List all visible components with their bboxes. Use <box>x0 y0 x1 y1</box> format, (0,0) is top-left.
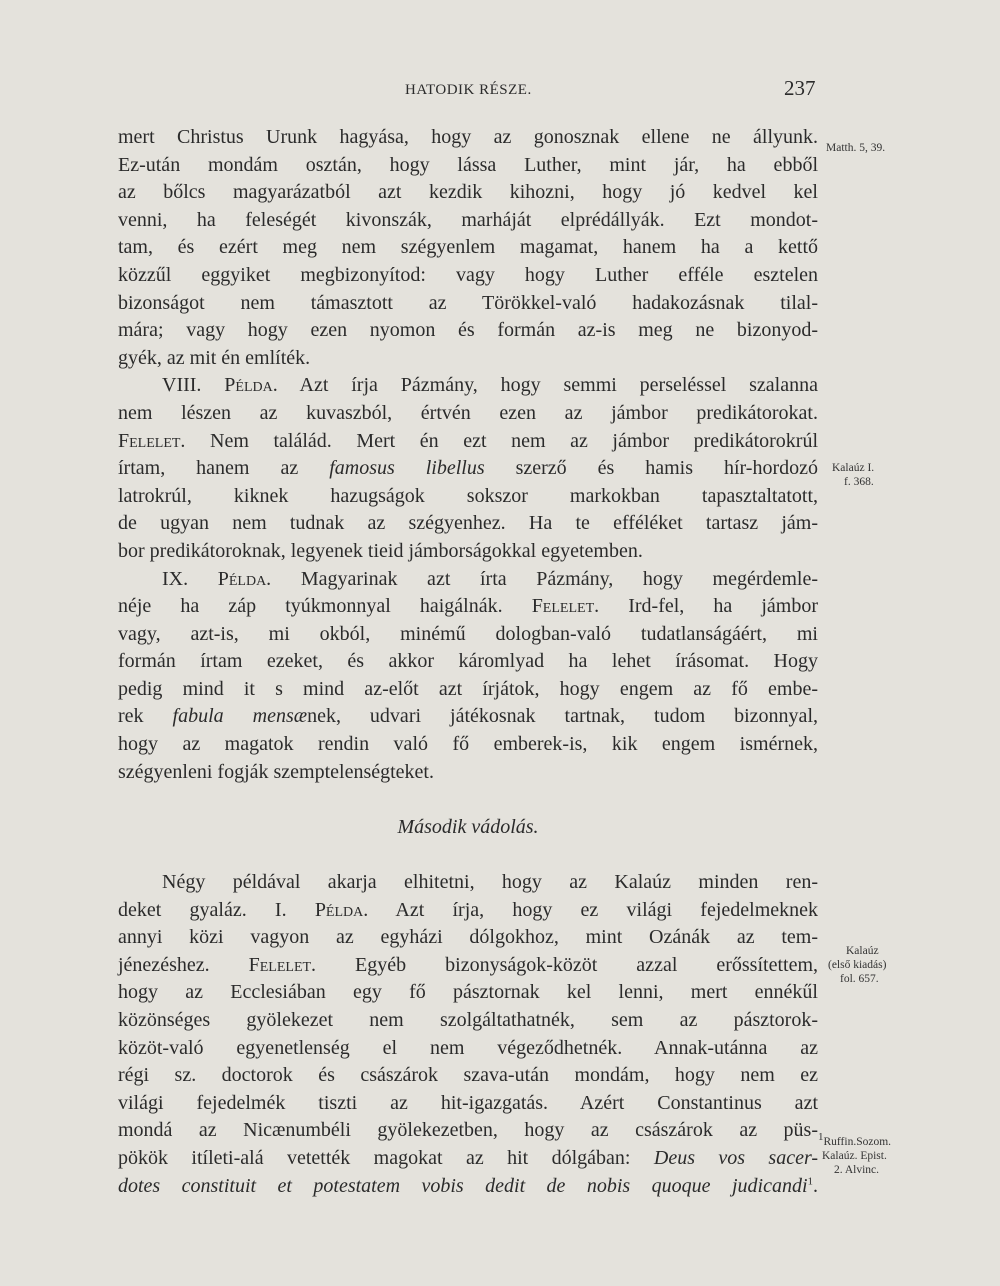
text-line: pedig mind it s mind az-előt azt írjátok, hogy engem az fő embe- <box>118 677 818 700</box>
felelet-label: Felelet. <box>118 429 186 452</box>
example-number: IX. <box>162 567 189 590</box>
text-line: régi sz. doctorok és császárok szava-után mondám, hogy nem ez <box>118 1064 818 1087</box>
text-line <box>118 372 818 400</box>
text-line: közöt-való egyenetlenség el nem végeződhetnék. Annak-utánna az <box>118 1036 818 1059</box>
text-span: Azt írja Pázmány, hogy semmi perseléssel szalanna <box>299 374 818 397</box>
margin-note-kalauz-1 <box>832 461 874 489</box>
pelda-label: Példa. <box>217 567 272 590</box>
text-line: tam, és ezért meg nem szégyenlem magamat, hanem ha a kettő <box>118 236 818 259</box>
running-head: HATODIK RÉSZE. <box>405 82 532 98</box>
margin-note-line: fol. 657. <box>840 973 879 985</box>
text-span: Nem találád. Mert én ezt nem az jámbor predikátorokrúl <box>210 429 819 452</box>
felelet-label: Felelet. <box>248 953 317 976</box>
margin-note-line: Kalaúz. Epist. <box>822 1150 887 1162</box>
text-line: formán írtam ezeket, és akkor káromlyad ha lehet írásomat. Hogy <box>118 650 818 673</box>
text-line <box>118 952 818 980</box>
text-line: hogy az magatok rendin való fő emberek-is, kik engem ismérnek, <box>118 733 818 756</box>
text-line <box>118 897 818 925</box>
margin-note-line: Kalaúz I. <box>832 462 875 474</box>
text-line <box>118 703 818 731</box>
text-line <box>118 428 818 456</box>
text-span: rek <box>118 705 144 728</box>
margin-note-line <box>818 1131 892 1149</box>
text-line: gyék, az mit én említék. <box>118 346 311 369</box>
margin-note-ruffin <box>818 1131 892 1177</box>
margin-note-line: f. 368. <box>844 476 874 488</box>
text-span: Egyéb bizonyságok-közöt azzal erőssítettem, <box>355 953 819 976</box>
text-line: mondá az Nicænumbéli gyölekezetben, hogy az császárok az püs- <box>118 1119 818 1142</box>
text-span: írtam, hanem az <box>118 457 299 480</box>
margin-note-line: (első kiadás) <box>828 959 887 971</box>
text-line <box>118 1173 818 1201</box>
text-line <box>118 593 818 621</box>
text-span: néje ha záp tyúkmonnyal haigálnák. <box>118 595 503 618</box>
text-line <box>118 1145 818 1173</box>
text-line: venni, ha feleségét kivonszák, marháját elprédállyák. Ezt mondot- <box>118 208 818 231</box>
section-heading: Második vádolás. <box>397 815 539 838</box>
section-spacer <box>118 786 818 814</box>
text-line: Ez-után mondám osztán, hogy lássa Luther, mint jár, ha ebből <box>118 153 818 176</box>
margin-note-line: Kalaúz <box>846 945 879 957</box>
text-line: Négy példával akarja elhitetni, hogy az Kalaúz minden ren- <box>162 871 818 894</box>
felelet-label: Felelet. <box>531 595 600 618</box>
latin-quote: dotes constituit et potestatem vobis dedit de nobis quoque judicandi <box>118 1174 808 1197</box>
text-span: jénezéshez. <box>118 953 210 976</box>
text-span: Azt írja, hogy ez világi fejedelmeknek <box>395 898 819 921</box>
margin-note-line: 2. Alvinc. <box>834 1164 880 1176</box>
page-number: 237 <box>784 76 816 100</box>
text-line: hogy az Ecclesiában egy fő pásztornak kel lenni, mert ennékűl <box>118 981 818 1004</box>
text-span: pökök itíleti-alá vetették magokat az hit dólgában: <box>118 1146 631 1169</box>
pelda-label: Példa. <box>314 898 369 921</box>
text-line: mert Christus Urunk hagyása, hogy az gonosznak ellene ne állyunk. <box>118 126 818 148</box>
section-spacer <box>118 841 818 869</box>
margin-note-kalauz-2 <box>828 944 886 986</box>
italic-phrase: famosus libellus <box>329 457 485 480</box>
text-line: latrokrúl, kiknek hazugságok sokszor markokban tapasztaltatott, <box>118 484 818 507</box>
text-span: . <box>813 1174 818 1197</box>
text-line: szégyenleni fogják szemptelenségteket. <box>118 760 434 783</box>
text-line: világi fejedelmék tiszti az hit-igazgatás. Azért Constantinus azt <box>118 1091 818 1114</box>
text-span: Ird-fel, ha jámbor <box>628 595 818 618</box>
text-line <box>118 455 818 483</box>
text-line: nem lészen az kuvaszból, értvén ezen az jámbor predikátorokat. <box>118 401 818 424</box>
text-span: Magyarinak azt írta Pázmány, hogy megérdemle- <box>300 567 819 590</box>
text-line: bor predikátoroknak, legyenek tieid jámborságokkal egyetemben. <box>118 539 643 562</box>
margin-note-line: Matth. 5, 39. <box>826 142 886 154</box>
text-line: de ugyan nem tudnak az szégyenhez. Ha te efféléket tartasz jám- <box>118 512 818 535</box>
text-span: nek, udvari játékosnak tartnak, tudom bizonnyal, <box>307 705 818 728</box>
text-line: közzűl eggyiket megbizonyítod: vagy hogy Luther efféle esztelen <box>118 263 818 286</box>
footnote-ref: 1 <box>807 1174 813 1187</box>
latin-quote: Deus vos sacer- <box>653 1146 819 1169</box>
text-line: vagy, azt-is, mi okból, minémű dologban-való tudatlanságáért, mi <box>118 622 818 645</box>
text-line: az bőlcs magyarázatból azt kezdik kihozni, hogy jó kedvel kel <box>118 181 818 204</box>
body-text <box>118 124 818 1200</box>
text-span: szerző és hamis hír-hordozó <box>515 457 818 480</box>
text-span: deket gyaláz. I. <box>118 898 287 921</box>
text-line: mára; vagy hogy ezen nyomon és formán az-is meg ne bizonyod- <box>118 319 818 342</box>
margin-note-matth <box>826 141 885 155</box>
pelda-label: Példa. <box>224 374 278 397</box>
text-line <box>118 566 818 594</box>
margin-note-text: Ruffin.Sozom. <box>823 1136 892 1148</box>
footnote-ref: 1 <box>818 1131 824 1144</box>
italic-phrase: fabula mensæ <box>172 705 308 728</box>
text-line: annyi közi vagyon az egyházi dólgokhoz, mint Ozánák az tem- <box>118 926 818 949</box>
text-line: bizonságot nem támasztott az Törökkel-való hadakozásnak tilal- <box>118 291 818 314</box>
text-line: közönséges gyölekezet nem szolgáltathatnék, sem az pásztorok- <box>118 1009 818 1031</box>
example-number: VIII. <box>162 374 202 397</box>
